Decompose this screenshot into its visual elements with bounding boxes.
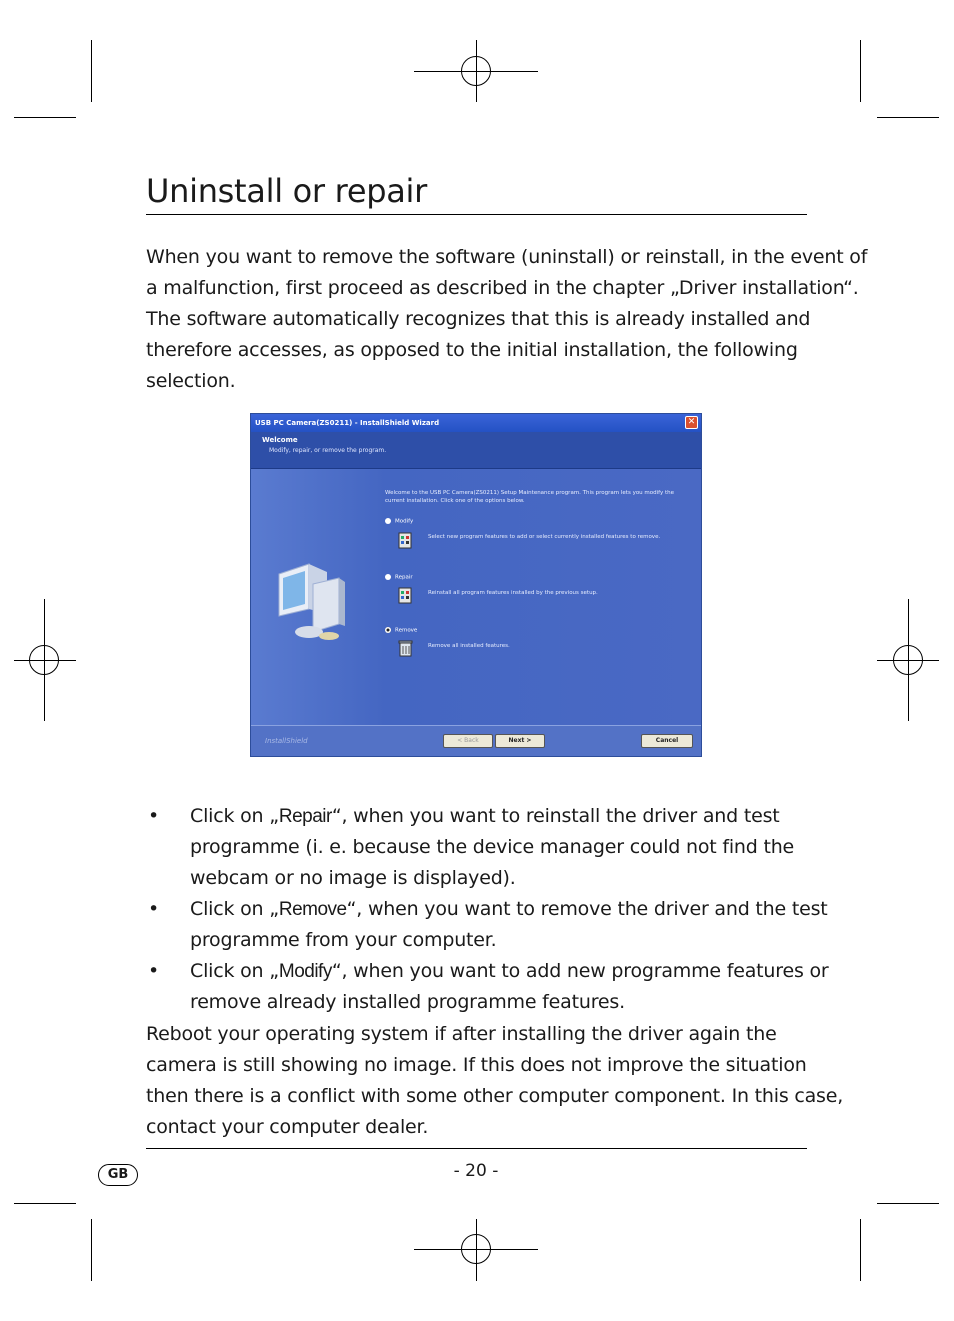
closing-line: camera is still showing no image. If this does not improve the situation — [146, 1054, 807, 1076]
bullet-prefix: Click on „ — [190, 960, 279, 982]
wizard-body — [251, 469, 701, 727]
bullet-marker: • — [148, 805, 160, 827]
registration-circle — [893, 645, 923, 675]
bullet-marker: • — [148, 960, 160, 982]
option-label: Repair — [395, 574, 413, 581]
keyword-repair: Repair — [278, 806, 332, 827]
intro-line: selection. — [146, 370, 236, 392]
option-modify[interactable] — [385, 518, 413, 525]
crop-mark — [91, 1219, 92, 1281]
crop-mark — [877, 1203, 939, 1204]
registration-circle — [461, 1234, 491, 1264]
list-item-line: remove already installed programme features. — [190, 991, 625, 1013]
option-description: Select new program features to add or select currently installed features to remove. — [428, 534, 661, 540]
list-item-line: programme from your computer. — [190, 929, 497, 951]
intro-line: a malfunction, first proceed as described in the chapter „Driver installation“. — [146, 277, 859, 299]
bullet-suffix: “, when you want to remove the driver and the test — [346, 898, 828, 920]
option-description: Reinstall all program features installed by the previous setup. — [428, 590, 598, 596]
intro-paragraph — [146, 242, 868, 397]
title-divider — [146, 214, 807, 215]
option-label: Remove — [395, 627, 418, 634]
page-number: - 20 - — [453, 1161, 499, 1181]
radio-modify[interactable] — [385, 518, 391, 524]
remove-icon — [397, 638, 415, 658]
crop-mark — [91, 40, 92, 102]
closing-paragraph — [146, 1019, 844, 1143]
window-titlebar — [251, 414, 701, 432]
bullet-prefix: Click on „ — [190, 805, 279, 827]
list-item — [146, 801, 816, 894]
modify-icon — [397, 530, 415, 550]
list-item-line — [190, 956, 829, 987]
list-item — [146, 956, 829, 1018]
page-title: Uninstall or repair — [146, 172, 427, 210]
list-item — [146, 894, 828, 956]
intro-line: When you want to remove the software (uninstall) or reinstall, in the event of — [146, 246, 868, 268]
back-button[interactable]: < Back — [443, 734, 493, 748]
crop-mark — [877, 117, 939, 118]
list-item-line — [190, 894, 828, 925]
crop-mark — [14, 1203, 76, 1204]
option-remove[interactable] — [385, 627, 417, 634]
wizard-footer — [251, 725, 701, 756]
window-title: USB PC Camera(ZS0211) - InstallShield Wizard — [255, 419, 440, 427]
keyword-remove: Remove — [278, 899, 347, 920]
intro-line: The software automatically recognizes that this is already installed and — [146, 308, 811, 330]
computer-icon — [269, 554, 349, 644]
wizard-intro-text: Welcome to the USB PC Camera(ZS0211) Setup Maintenance program. This program lets you modify the current installation. Click one of the options below. — [385, 490, 675, 504]
option-repair[interactable] — [385, 574, 413, 581]
registration-circle — [461, 56, 491, 86]
closing-line: contact your computer dealer. — [146, 1116, 429, 1138]
cancel-button[interactable]: Cancel — [641, 734, 693, 748]
next-button[interactable]: Next > — [495, 734, 545, 748]
crop-mark — [860, 40, 861, 102]
footer-divider — [146, 1148, 807, 1149]
option-label: Modify — [395, 518, 414, 525]
list-item-line: programme (i. e. because the device manager could not find the — [190, 836, 795, 858]
language-badge: GB — [98, 1164, 138, 1186]
radio-remove[interactable] — [385, 627, 391, 633]
bullet-marker: • — [148, 898, 160, 920]
close-icon[interactable]: ✕ — [685, 416, 698, 429]
registration-circle — [29, 645, 59, 675]
bullet-prefix: Click on „ — [190, 898, 279, 920]
closing-line: then there is a conflict with some other computer component. In this case, — [146, 1085, 844, 1107]
wizard-header — [251, 432, 701, 469]
installshield-wizard-screenshot — [250, 413, 702, 757]
crop-mark — [14, 117, 76, 118]
wizard-header-title: Welcome — [262, 436, 298, 444]
wizard-sidebar — [251, 469, 361, 727]
radio-repair[interactable] — [385, 574, 391, 580]
installshield-brand: InstallShield — [265, 737, 308, 745]
repair-icon — [397, 585, 415, 605]
wizard-header-subtitle: Modify, repair, or remove the program. — [269, 447, 387, 454]
keyword-modify: Modify — [278, 961, 332, 982]
bullet-suffix: “, when you want to reinstall the driver and test — [331, 805, 780, 827]
list-item-line: webcam or no image is displayed). — [190, 867, 516, 889]
option-description: Remove all installed features. — [428, 643, 510, 649]
list-item-line — [190, 801, 816, 832]
closing-line: Reboot your operating system if after installing the driver again the — [146, 1023, 777, 1045]
intro-line: therefore accesses, as opposed to the initial installation, the following — [146, 339, 798, 361]
instruction-list — [146, 801, 829, 1018]
crop-mark — [860, 1219, 861, 1281]
bullet-suffix: “, when you want to add new programme features or — [331, 960, 829, 982]
